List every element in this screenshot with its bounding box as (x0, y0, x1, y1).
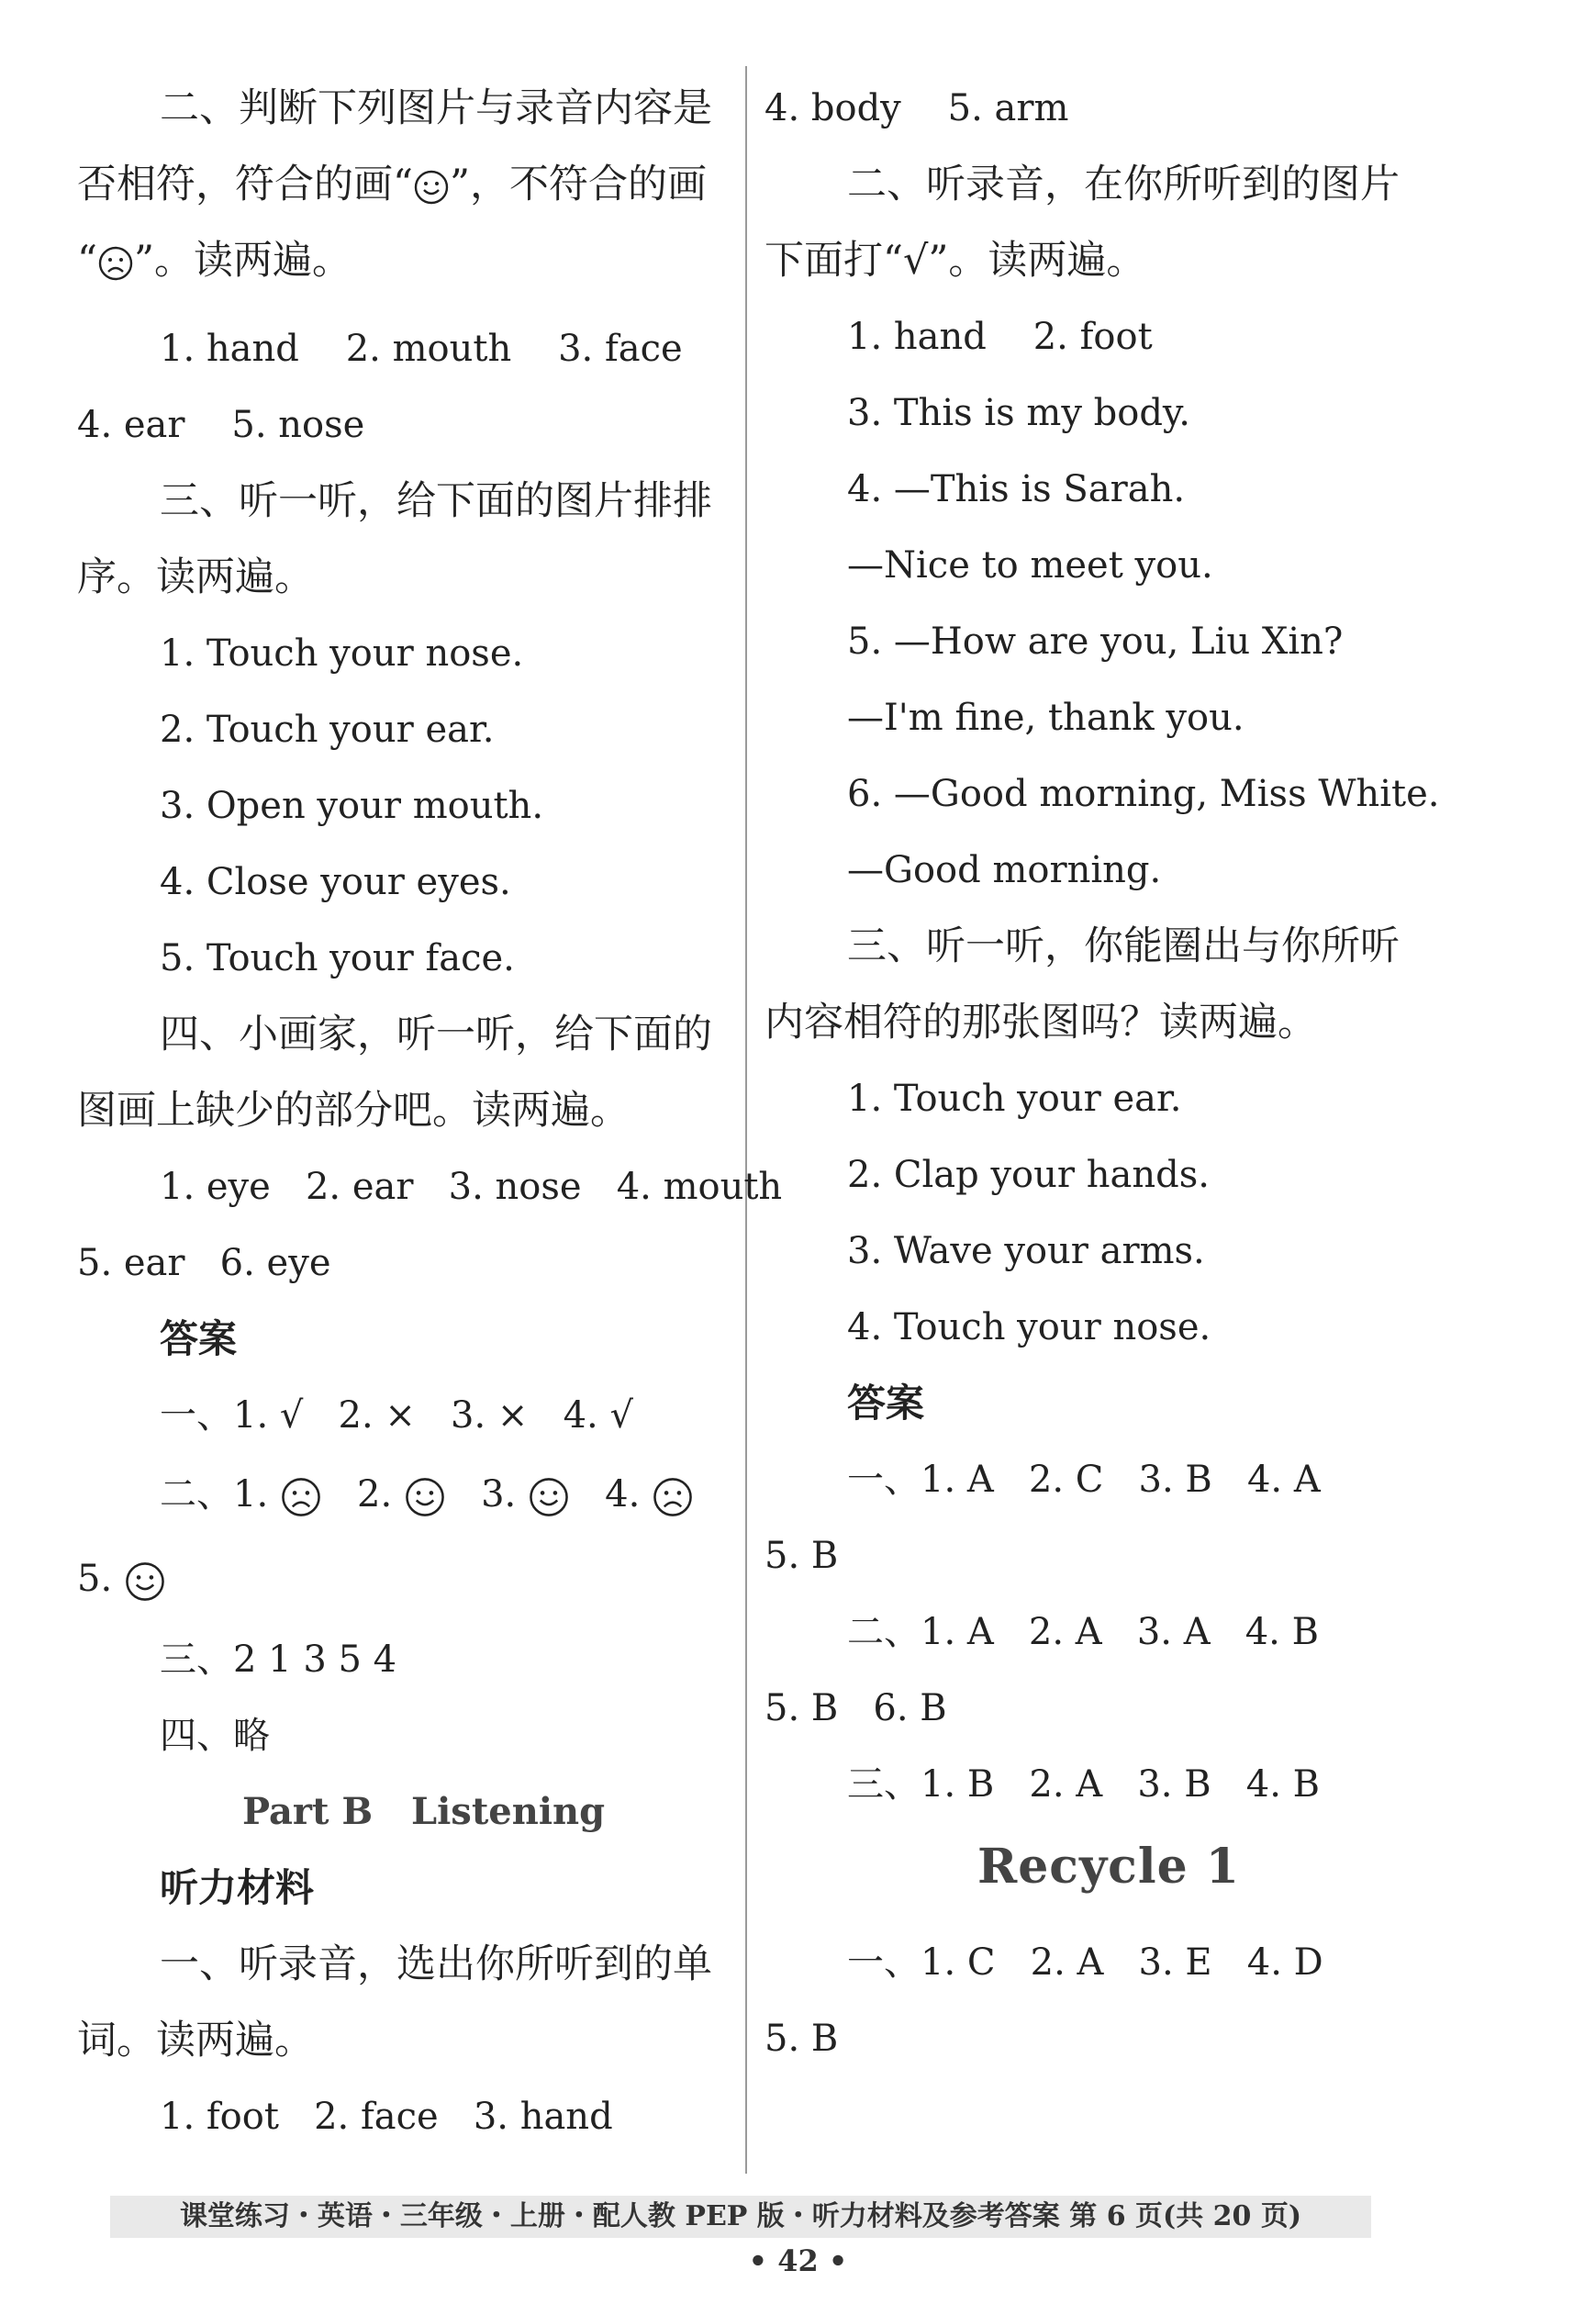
answers-part-2-n4: 4. (605, 1473, 641, 1515)
right-section-3-item-1: 1. Touch your ear. (847, 1078, 1182, 1120)
right-answers-2-line1: 二、1. A 2. A 3. A 4. B (847, 1611, 1320, 1653)
answers-part-4: 四、略 (160, 1715, 270, 1757)
part-b-heading: Part B Listening (242, 1790, 606, 1833)
right-answers-1-line1: 一、1. A 2. C 3. B 4. A (847, 1459, 1321, 1501)
smiley-face-icon (404, 1476, 446, 1518)
column-divider (745, 66, 747, 2174)
section-2-title-line2-a: 否相符，符合的画“ (77, 162, 413, 207)
sad-face-icon (652, 1476, 694, 1518)
section-3-item-2: 2. Touch your ear. (160, 709, 495, 751)
section-3-item-4: 4. Close your eyes. (160, 861, 511, 903)
recycle-answers-line1: 一、1. C 2. A 3. E 4. D (847, 1941, 1323, 1984)
section-3-title-line1: 三、听一听，给下面的图片排排 (160, 478, 712, 524)
section-3-item-5: 5. Touch your face. (160, 937, 515, 979)
section-4-title-line2: 图画上缺少的部分吧。读两遍。 (77, 1088, 630, 1134)
sad-face-icon (97, 245, 134, 282)
section-3-title-line2: 序。读两遍。 (77, 554, 314, 600)
right-section-2-title-line2: 下面打“√”。读两遍。 (765, 238, 1146, 284)
right-answers-3: 三、1. B 2. A 3. B 4. B (847, 1763, 1321, 1806)
answers-part-2-line2 (77, 1553, 166, 1605)
smiley-face-icon (528, 1476, 570, 1518)
page-number: • 42 • (748, 2243, 848, 2278)
right-section-2-item-6: —I'm fine, thank you. (847, 697, 1244, 739)
smiley-face-icon (124, 1560, 166, 1603)
right-section-2-item-2: 3. This is my body. (847, 392, 1190, 434)
section-4-title-line1: 四、小画家，听一听，给下面的 (160, 1012, 712, 1057)
section-2-title-line3-b: ”。读两遍。 (133, 238, 352, 284)
right-section-2-item-7: 6. —Good morning, Miss White. (847, 773, 1440, 815)
section-2-items-line1: 1. hand 2. mouth 3. face (160, 328, 683, 370)
right-section-2-item-1: 1. hand 2. foot (847, 316, 1153, 358)
section-3-item-1: 1. Touch your nose. (160, 632, 524, 675)
section-3-item-3: 3. Open your mouth. (160, 785, 544, 827)
part-b-section-1-title-line2: 词。读两遍。 (77, 2018, 314, 2064)
materials-heading: 听力材料 (160, 1865, 315, 1910)
section-2-title-line2-b: ”，不符合的画 (449, 162, 707, 207)
right-top-line: 4. body 5. arm (765, 87, 1069, 129)
answers-part-2-n3: 3. (481, 1473, 517, 1515)
section-2-items-line2: 4. ear 5. nose (77, 404, 365, 446)
smiley-face-icon (413, 169, 450, 206)
section-2-title-line2 (77, 159, 707, 210)
section-4-items-line1: 1. eye 2. ear 3. nose 4. mouth (160, 1166, 783, 1208)
part-b-section-1-items: 1. foot 2. face 3. hand (160, 2096, 613, 2138)
sad-face-icon (280, 1476, 322, 1518)
right-section-2-title-line1: 二、听录音，在你所听到的图片 (847, 162, 1400, 207)
answers-part-3: 三、2 1 3 5 4 (160, 1639, 397, 1681)
answers-heading-left: 答案 (160, 1316, 238, 1361)
answers-part-2-prefix: 二、1. (160, 1473, 269, 1515)
section-2-title-line3 (77, 235, 352, 286)
answers-part-2-line1 (160, 1469, 694, 1520)
right-section-3-item-2: 2. Clap your hands. (847, 1154, 1210, 1196)
section-2-title-line3-a: “ (77, 238, 97, 284)
right-section-3-title-line2: 内容相符的那张图吗？读两遍。 (765, 1000, 1317, 1046)
right-section-2-item-5: 5. —How are you, Liu Xin? (847, 621, 1344, 663)
answers-part-1: 一、1. √ 2. × 3. × 4. √ (160, 1394, 633, 1437)
section-2-title-line1: 二、判断下列图片与录音内容是 (160, 85, 712, 131)
right-section-3-title-line1: 三、听一听，你能圈出与你所听 (847, 923, 1400, 969)
right-section-2-item-4: —Nice to meet you. (847, 544, 1213, 587)
answers-heading-right: 答案 (847, 1381, 925, 1426)
right-section-2-item-3: 4. —This is Sarah. (847, 468, 1186, 510)
part-b-section-1-title-line1: 一、听录音，选出你所听到的单 (160, 1941, 712, 1987)
answers-part-2-n5: 5. (77, 1558, 113, 1600)
recycle-heading: Recycle 1 (977, 1839, 1240, 1895)
right-answers-2-line2: 5. B 6. B (765, 1687, 947, 1729)
right-section-3-item-3: 3. Wave your arms. (847, 1230, 1205, 1272)
right-answers-1-line2: 5. B (765, 1535, 839, 1577)
right-section-2-item-8: —Good morning. (847, 849, 1162, 891)
section-4-items-line2: 5. ear 6. eye (77, 1242, 331, 1284)
right-section-3-item-4: 4. Touch your nose. (847, 1306, 1211, 1348)
answers-part-2-n2: 2. (357, 1473, 393, 1515)
page-footer: 课堂练习・英语・三年级・上册・配人教 PEP 版・听力材料及参考答案 第 6 页(共 20 页) (110, 2196, 1371, 2238)
recycle-answers-line2: 5. B (765, 2018, 839, 2060)
